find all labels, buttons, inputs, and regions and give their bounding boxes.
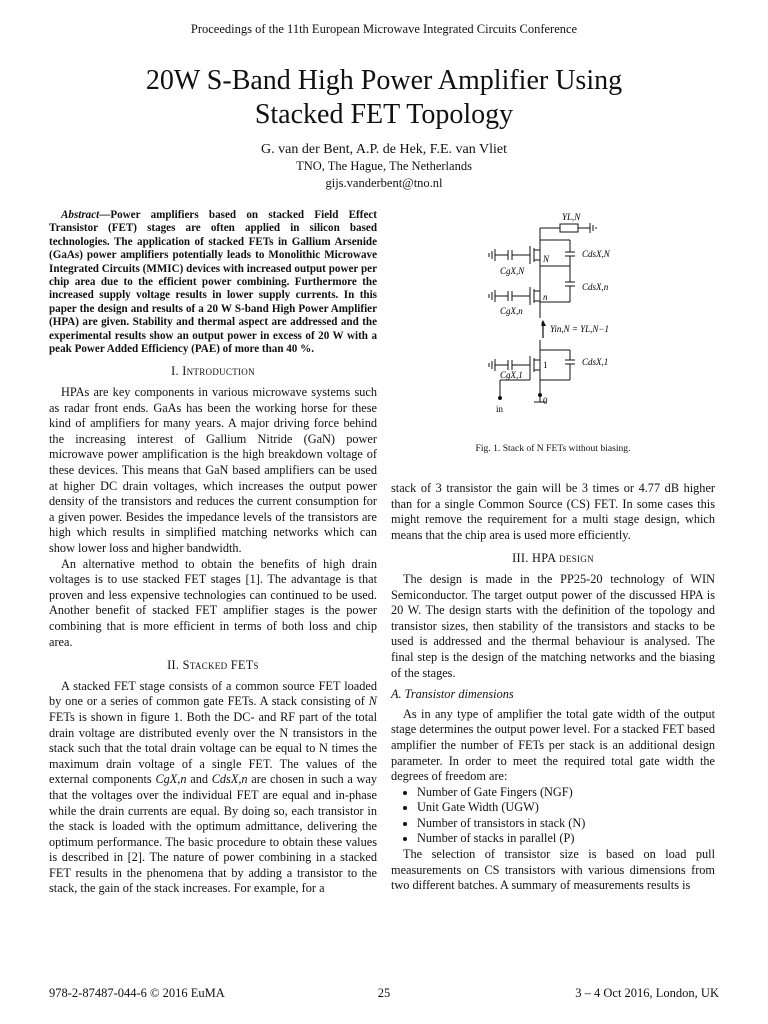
title-line-2: Stacked FET Topology xyxy=(254,99,514,130)
label-cgN: CgX,N xyxy=(500,266,525,276)
label-in: in xyxy=(496,404,504,414)
authors: G. van der Bent, A.P. de Hek, F.E. van Vliet xyxy=(261,142,507,157)
hpa-paragraph-1: The design is made in the PP25-20 technology of WIN Semiconductor. The target output power of the discussed HPA is 20 W. The design starts with the definition of the topology and transistor sizes, then stability of the transistors and stacks to be used is addressed and the thermal behaviour is analysed. The final step is the design of the matching networks and the biasing of the stages. xyxy=(391,571,715,680)
figure-1 xyxy=(470,210,640,420)
transistor-paragraph-2: The selection of transistor size is based on load pull measurements on CS transistors with various dimensions from two different batches. A summary of measurements results is xyxy=(391,847,715,893)
text-run: and xyxy=(190,772,208,787)
paper-title xyxy=(0,64,768,132)
intro-paragraph-1: HPAs are key components in various microwave systems such as radar front ends. GaAs has been the working horse for these kind of amplifiers for many years. A major driving force behind the increasing interest of Gallium Nitride (GaN) power microwave power amplification is the high breakdown voltage of these devices. This means that GaN based amplifiers can be used at higher DC drain voltages, which increases the output power density of the transistors and reduces the current consumption for a given power. Besides the impedance levels of the transistors are high which results in simplified matching networks which can show lower loss and higher bandwidth. xyxy=(49,385,377,555)
section-heading-introduction: I. Introduction xyxy=(171,364,255,379)
left-column xyxy=(49,209,377,897)
math-cgx: CgX,n xyxy=(155,772,187,787)
math-cdsx: CdsX,n xyxy=(211,772,248,787)
conference-header: Proceedings of the 11th European Microwave Integrated Circuits Conference xyxy=(190,22,578,36)
intro-paragraph-2: An alternative method to obtain the benefits of high drain voltages is to use stacked FET stages [1]. The advantage is that proven and less expensive technologies can continued to be used. Another benefit of stacked FET amplifier stages is the power combining that is more efficient in terms of both loss and chip area. xyxy=(49,556,377,649)
abstract xyxy=(49,209,377,356)
label-cds1: CdsX,1 xyxy=(582,357,609,367)
list-item: • Number of Gate Fingers (NGF) xyxy=(417,785,715,801)
label-cgn: CgX,n xyxy=(500,306,523,316)
subsection-heading-transistor-dimensions: A. Transistor dimensions xyxy=(391,687,514,702)
list-item: • Number of transistors in stack (N) xyxy=(417,816,715,832)
right-column xyxy=(391,481,715,894)
label-yin: Yin,N = YL,N−1 xyxy=(550,324,610,334)
label-N: N xyxy=(543,254,550,264)
abstract-label: Abstract xyxy=(61,209,100,221)
figure-caption: Fig. 1. Stack of N FETs without biasing. xyxy=(475,443,631,454)
footer-date-location: 3 – 4 Oct 2016, London, UK xyxy=(575,986,719,1000)
stacked-fets-paragraph xyxy=(49,679,377,897)
label-yln: YL,N xyxy=(562,212,581,222)
abstract-text: —Power amplifiers based on stacked Field Effect Transistor (FET) stages are often applied in silicon based technologies. The application of stacked FETs in Gallium Arsenide (GaAs) power amplifiers potentially leads to Monolithic Microwave Integrated Circuits (MMIC) devices with increased output power per chip area due to the efficient power combining. Furthermore the increased supply voltage results in lower supply currents. In this paper the design and results of a 20 W S-band High Power Amplifier (HPA) are given. Stability and thermal aspect are addressed and the experimental results show an output power in excess of 20 W with a peak Power Added Efficiency (PAE) of more than 40 %. xyxy=(49,209,377,356)
section-heading-hpa-design: III. HPA design xyxy=(512,551,594,566)
label-1: 1 xyxy=(543,360,548,370)
label-cg1: CgX,1 xyxy=(500,370,523,380)
footer-page-number: 25 xyxy=(377,986,391,1000)
label-cdsN: CdsX,N xyxy=(582,249,610,259)
text-run: are chosen in such a way that the voltages over the individual FET are equal and in-phase while the drain currents are equal. By doing so, each transistor in the stack is loaded with the optimum admittance, delivering the optimum performance. The basic procedure to obtain these values is described in [2]. The nature of power combining in a stacked FET results in the phenomena that by adding a transistor to the stack, the gain of the stack increases. For example, for a xyxy=(49,772,377,896)
list-item: • Number of stacks in parallel (P) xyxy=(417,831,715,847)
affiliation: TNO, The Hague, The Netherlands xyxy=(296,159,472,173)
stacked-fet-schematic xyxy=(470,210,640,420)
label-0: 0 xyxy=(543,396,548,406)
footer-isbn: 978-2-87487-044-6 © 2016 EuMA xyxy=(49,986,225,1000)
text-run: A stacked FET stage consists of a common source FET loaded by one or a series of common gate FETs. A stack consisting of xyxy=(49,678,377,709)
email: gijs.vanderbent@tno.nl xyxy=(325,176,443,190)
degrees-of-freedom-list xyxy=(391,785,715,847)
math-N: N xyxy=(368,694,377,709)
transistor-paragraph-1: As in any type of amplifier the total gate width of the output stage determines the output power level. For a stacked FET based amplifier the number of FETs per stack is an additional design parameter. In order to meet the required total gate width the degrees of freedom are: xyxy=(391,706,715,784)
title-line-1: 20W S-Band High Power Amplifier Using xyxy=(145,65,623,96)
stacked-fets-continuation: stack of 3 transistor the gain will be 3 times or 4.77 dB higher than for a single Common Source (CS) FET. In some cases this might remove the requirement for a multi stage design, which means that the chip area is used more efficiently. xyxy=(391,481,715,542)
label-cdsn: CdsX,n xyxy=(582,282,609,292)
text-run: FETs is shown in figure 1. Both the DC- and RF part of the total drain voltage are distributed evenly over the N transistors in the stack such that the total drain voltage can be equal to N times the maximum drain voltage of a single FET. The values of the external components xyxy=(49,709,377,787)
list-item: • Unit Gate Width (UGW) xyxy=(417,800,715,816)
label-n: n xyxy=(543,292,548,302)
section-heading-stacked-fets: II. Stacked FETs xyxy=(167,658,259,673)
